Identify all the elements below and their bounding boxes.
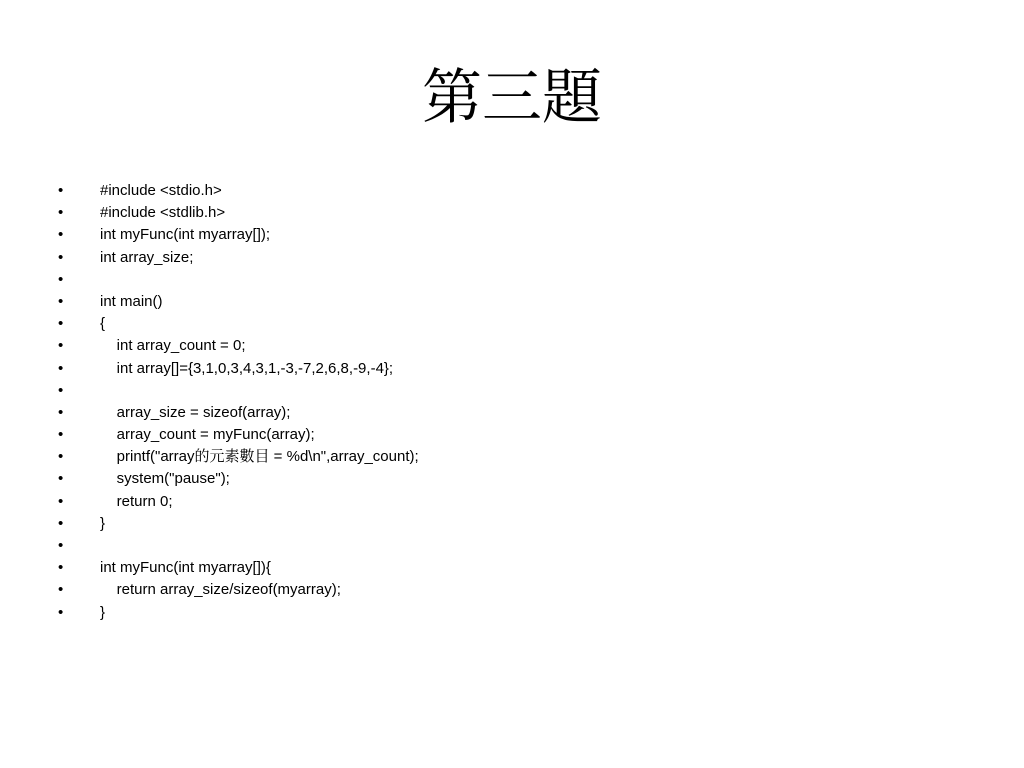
- bullet-icon: •: [58, 381, 64, 399]
- list-item: [58, 424, 419, 446]
- code-line: int array_size;: [100, 248, 194, 266]
- code-line: int array_count = 0;: [100, 337, 246, 355]
- code-bullet-list: [58, 180, 419, 624]
- code-line: return array_size/sizeof(myarray);: [100, 581, 341, 599]
- bullet-icon: •: [58, 581, 64, 599]
- list-item: [58, 602, 419, 624]
- bullet-icon: •: [58, 226, 64, 244]
- bullet-icon: •: [58, 448, 64, 466]
- code-line: }: [100, 514, 106, 532]
- list-item: [58, 579, 419, 601]
- bullet-icon: •: [58, 492, 64, 510]
- bullet-icon: •: [58, 292, 64, 310]
- bullet-icon: •: [58, 182, 64, 199]
- list-item: [58, 313, 419, 335]
- code-line: int array[]={3,1,0,3,4,3,1,-3,-7,2,6,8,-9,-4};: [100, 359, 394, 377]
- bullet-icon: •: [58, 315, 64, 333]
- list-item: [58, 380, 419, 402]
- code-line: return 0;: [100, 492, 173, 510]
- code-line: printf("array的元素數目 = %d\n",array_count);: [100, 448, 419, 466]
- bullet-icon: •: [58, 337, 64, 355]
- list-item: [58, 269, 419, 291]
- bullet-icon: •: [58, 248, 64, 266]
- code-line: int main(): [100, 292, 163, 310]
- code-line: {: [100, 315, 106, 333]
- list-item: [58, 513, 419, 535]
- list-item: [58, 247, 419, 269]
- list-item: [58, 491, 419, 513]
- code-line: }: [100, 603, 106, 621]
- list-item: [58, 335, 419, 357]
- bullet-icon: •: [58, 603, 64, 621]
- code-line: #include <stdio.h>: [100, 182, 222, 199]
- list-item: [58, 535, 419, 557]
- code-line: array_size = sizeof(array);: [100, 403, 291, 421]
- list-item: [58, 202, 419, 224]
- bullet-icon: •: [58, 403, 64, 421]
- bullet-icon: •: [58, 359, 64, 377]
- code-line: #include <stdlib.h>: [100, 204, 226, 222]
- bullet-icon: •: [58, 270, 64, 288]
- list-item: [58, 468, 419, 490]
- list-item: [58, 224, 419, 246]
- bullet-icon: •: [58, 426, 64, 444]
- bullet-icon: •: [58, 514, 64, 532]
- code-line: system("pause");: [100, 470, 230, 488]
- bullet-icon: •: [58, 204, 64, 222]
- list-item: [58, 402, 419, 424]
- bullet-icon: •: [58, 537, 64, 554]
- list-item: [58, 358, 419, 380]
- bullet-icon: •: [58, 470, 64, 488]
- code-line: array_count = myFunc(array);: [100, 426, 315, 444]
- list-item: [58, 446, 419, 468]
- list-item: [58, 557, 419, 579]
- bullet-icon: •: [58, 559, 64, 577]
- code-line: int myFunc(int myarray[]){: [100, 559, 271, 577]
- list-item: [58, 180, 419, 202]
- slide-title: 第三題: [422, 63, 602, 133]
- list-item: [58, 291, 419, 313]
- code-line: int myFunc(int myarray[]);: [100, 226, 271, 244]
